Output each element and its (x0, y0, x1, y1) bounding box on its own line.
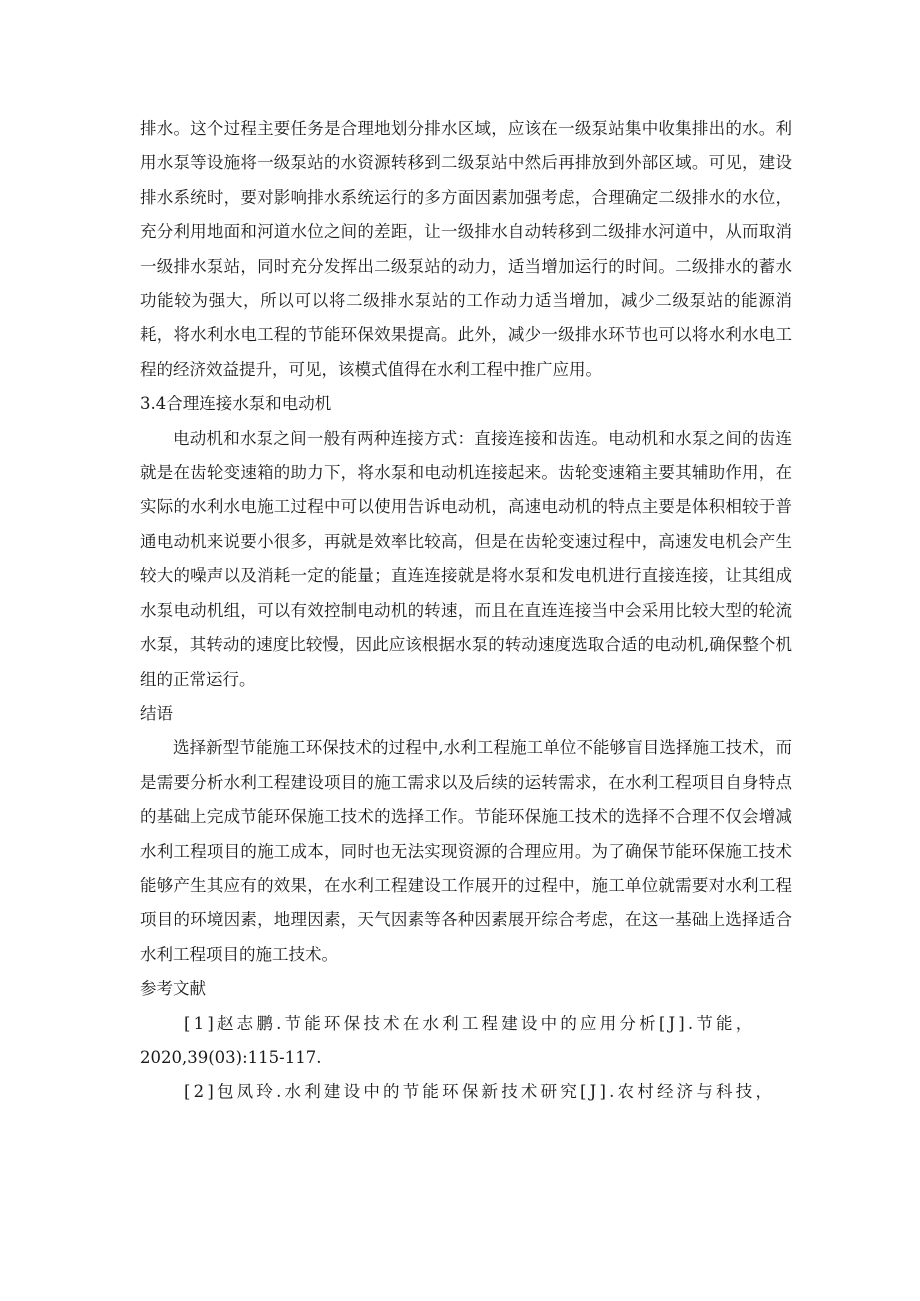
section-heading-pump-motor: 3.4合理连接水泵和电动机 (140, 394, 332, 414)
document-body (140, 112, 792, 1110)
reference-item-2 (140, 1075, 792, 1109)
paragraph-drainage-continuation: 排水。这个过程主要任务是合理地划分排水区域，应该在一级泵站集中收集排出的水。利用水泵等设施将一级泵站的水资源转移到二级泵站中然后再排放到外部区域。可见，建设排水系统时，要对影响排水系统运行的多方面因素加强考虑，合理确定二级排水的水位，充分利用地面和河道水位之间的差距，让一级排水自动转移到二级排水河道中，从而取消一级排水泵站，同时充分发挥出二级泵站的动力，适当增加运行的时间。二级排水的蓄水功能较为强大，所以可以将二级排水泵站的工作动力适当增加，减少二级泵站的能源消耗，将水利水电工程的节能环保效果提高。此外，减少一级排水环节也可以将水利水电工程的经济效益提升，可见，该模式值得在水利工程中推广应用。 (140, 119, 792, 379)
paragraph-conclusion: 选择新型节能施工环保技术的过程中,水利工程施工单位不能够盲目选择施工技术，而是需要分析水利工程建设项目的施工需求以及后续的运转需求，在水利工程项目自身特点的基础上完成节能环保施工技术的选择工作。节能环保施工技术的选择不合理不仅会增减水利工程项目的施工成本，同时也无法实现资源的合理应用。为了确保节能环保施工技术能够产生其应有的效果，在水利工程建设工作展开的过程中，施工单位就需要对水利工程项目的环境因素，地理因素，天气因素等各种因素展开综合考虑，在这一基础上选择适合水利工程项目的施工技术。 (140, 738, 792, 964)
reference-1-line2: 2020,39(03):115-117. (140, 1047, 322, 1067)
reference-1-line1: [1]赵志鹏.节能环保技术在水利工程建设中的应用分析[J].节能， (184, 1013, 756, 1033)
paragraph-pump-motor: 电动机和水泵之间一般有两种连接方式：直接连接和齿连。电动机和水泵之间的齿连就是在齿轮变速箱的助力下，将水泵和电动机连接起来。齿轮变速箱主要其辅助作用，在实际的水利水电施工过程中可以使用告诉电动机，高速电动机的特点主要是体积相较于普通电动机来说要小很多，再就是效率比较高，但是在齿轮变速过程中，高速发电机会产生较大的噪声以及消耗一定的能量；直连连接就是将水泵和发电机进行直接连接，让其组成水泵电动机组，可以有效控制电动机的转速，而且在直连连接当中会采用比较大型的轮流水泵，其转动的速度比较慢，因此应该根据水泵的转动速度选取合适的电动机,确保整个机组的正常运行。 (140, 428, 792, 689)
section-heading-conclusion: 结语 (140, 703, 173, 723)
reference-item-1 (140, 1007, 792, 1076)
reference-2-line1: [2]包凤玲.水利建设中的节能环保新技术研究[J].农村经济与科技， (184, 1082, 776, 1102)
section-heading-references: 参考文献 (140, 979, 206, 999)
